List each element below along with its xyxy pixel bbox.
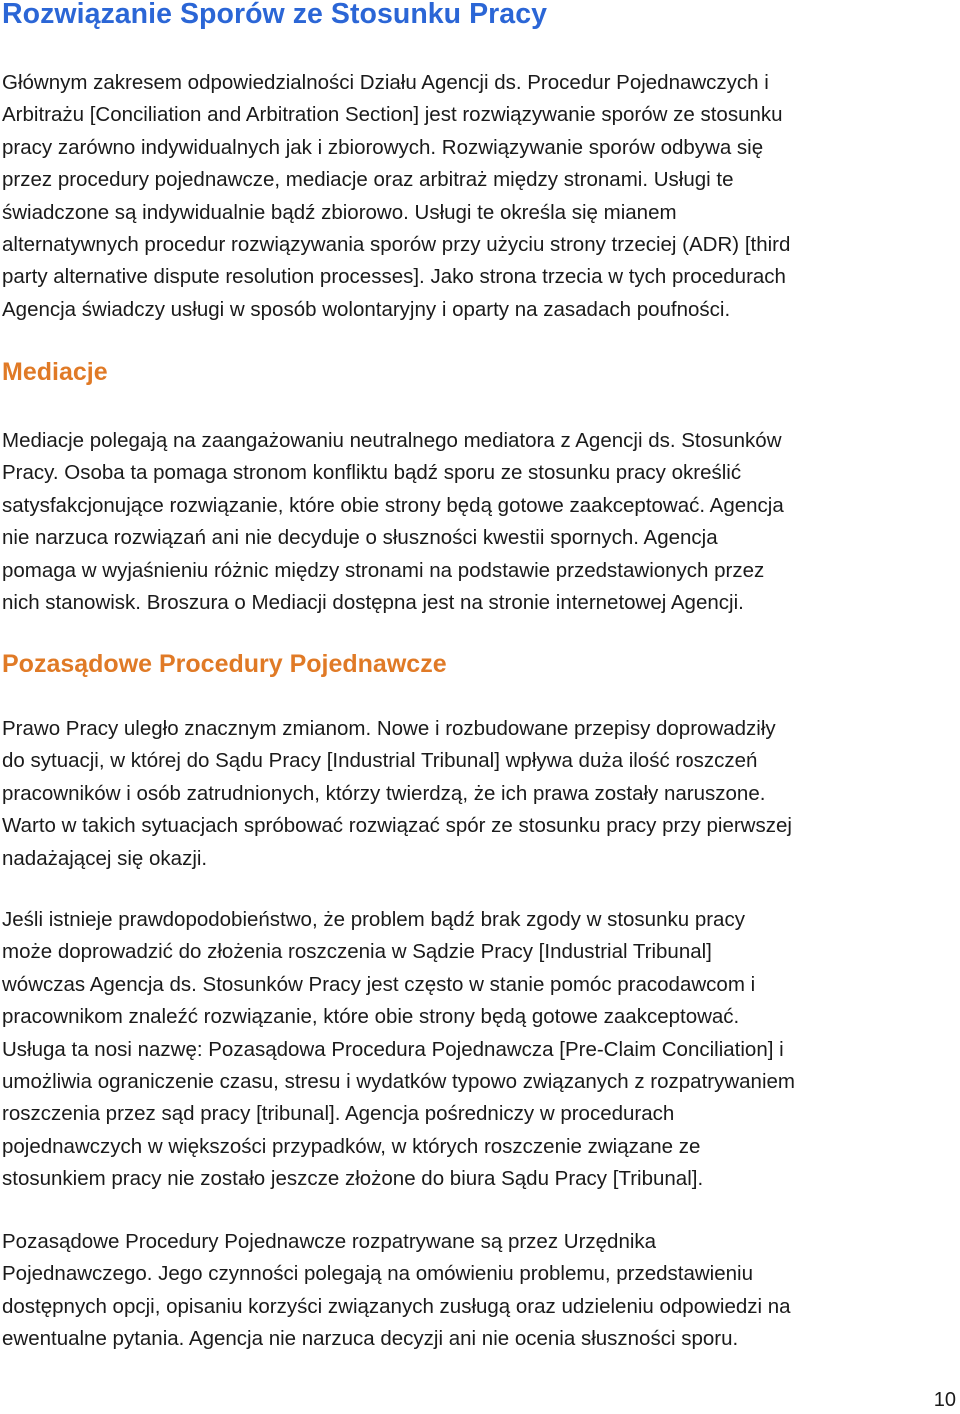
paragraph-line: Prawo Pracy uległo znacznym zmianom. Nowe i rozbudowane przepisy doprowadziły [2, 717, 776, 740]
paragraph-line: Arbitrażu [Conciliation and Arbitration Section] jest rozwiązywanie sporów ze stosunku [2, 103, 783, 127]
paragraph-line: przez procedury pojednawcze, mediacje oraz arbitraż między stronami. Usługi te [2, 168, 734, 192]
paragraph-line: pomaga w wyjaśnieniu różnic między stronami na podstawie przedstawionych przez [2, 558, 765, 582]
pre-claim-paragraph-2 [2, 904, 795, 1196]
paragraph-line: może doprowadzić do złożenia roszczenia w Sądzie Pracy [Industrial Tribunal] [2, 940, 712, 964]
page-number: 10 [933, 1389, 956, 1411]
paragraph-line: pracowników i osób zatrudnionych, którzy twierdzą, że ich prawa zostały naruszone. [2, 781, 766, 805]
paragraph-line: pojednawczych w większości przypadków, w których roszczenie związane ze [2, 1134, 701, 1158]
pre-claim-paragraph-3 [2, 1226, 791, 1356]
mediation-paragraph [2, 425, 784, 619]
paragraph-line: nich stanowisk. Broszura o Mediacji dostępna jest na stronie internetowej Agencji. [2, 591, 744, 615]
paragraph-line: Pojednawczego. Jego czynności polegają na omówieniu problemu, przedstawieniu [2, 1262, 753, 1286]
paragraph-line: ewentualne pytania. Agencja nie narzuca decyzji ani nie ocenia słuszności sporu. [2, 1327, 739, 1351]
paragraph-line: Mediacje polegają na zaangażowaniu neutralnego mediatora z Agencji ds. Stosunków [2, 429, 782, 452]
paragraph-line: Usługa ta nosi nazwę: Pozasądowa Procedura Pojednawcza [Pre-Claim Conciliation] i [2, 1037, 784, 1061]
section-heading-pre-claim: Pozasądowe Procedury Pojednawcze [2, 650, 447, 678]
paragraph-line: satysfakcjonujące rozwiązanie, które obie strony będą gotowe zaakceptować. Agencja [2, 493, 784, 517]
paragraph-line: roszczenia przez sąd pracy [tribunal]. Agencja pośredniczy w procedurach [2, 1102, 675, 1126]
paragraph-line: Pozasądowe Procedury Pojednawcze rozpatrywane są przez Urzędnika [2, 1230, 657, 1253]
paragraph-line: stosunkiem pracy nie zostało jeszcze złożone do biura Sądu Pracy [Tribunal]. [2, 1167, 704, 1191]
paragraph-line: pracy zarówno indywidualnych jak i zbiorowych. Rozwiązywanie sporów odbywa się [2, 135, 764, 159]
paragraph-line: świadczone są indywidualnie bądź zbiorowo. Usługi te określa się mianem [2, 200, 677, 224]
paragraph-line: party alternative dispute resolution processes]. Jako strona trzecia w tych procedurach [2, 265, 786, 289]
intro-paragraph [2, 67, 790, 326]
paragraph-line: Warto w takich sytuacjach spróbować rozwiązać spór ze stosunku pracy przy pierwszej [2, 814, 792, 838]
section-heading-mediation: Mediacje [2, 358, 108, 386]
page-title: Rozwiązanie Sporów ze Stosunku Pracy [2, 0, 548, 30]
paragraph-line: alternatywnych procedur rozwiązywania sporów przy użyciu strony trzeciej (ADR) [third [2, 233, 791, 257]
paragraph-line: Głównym zakresem odpowiedzialności Działu Agencji ds. Procedur Pojednawczych i [2, 71, 769, 94]
paragraph-line: wówczas Agencja ds. Stosunków Pracy jest często w stanie pomóc pracodawcom i [2, 972, 756, 996]
paragraph-line: Agencja świadczy usługi w sposób wolontaryjny i oparty na zasadach poufności. [2, 297, 731, 321]
paragraph-line: Pracy. Osoba ta pomaga stronom konfliktu bądź sporu ze stosunku pracy określić [2, 461, 742, 485]
paragraph-line: Jeśli istnieje prawdopodobieństwo, że problem bądź brak zgody w stosunku pracy [2, 908, 745, 931]
paragraph-line: do sytuacji, w której do Sądu Pracy [Industrial Tribunal] wpływa duża ilość roszczeń [2, 749, 758, 773]
paragraph-line: dostępnych opcji, opisaniu korzyści związanych zusługą oraz udzieleniu odpowiedzi na [2, 1294, 791, 1318]
paragraph-line: pracownikom znaleźć rozwiązanie, które obie strony będą gotowe zaakceptować. [2, 1005, 740, 1029]
paragraph-line: umożliwia ograniczenie czasu, stresu i wydatków typowo związanych z rozpatrywaniem [2, 1070, 795, 1094]
paragraph-line: nadażającej się okazji. [2, 846, 208, 870]
pre-claim-paragraph-1 [2, 713, 792, 875]
paragraph-line: nie narzuca rozwiązań ani nie decyduje o słuszności kwestii spornych. Agencja [2, 526, 718, 550]
